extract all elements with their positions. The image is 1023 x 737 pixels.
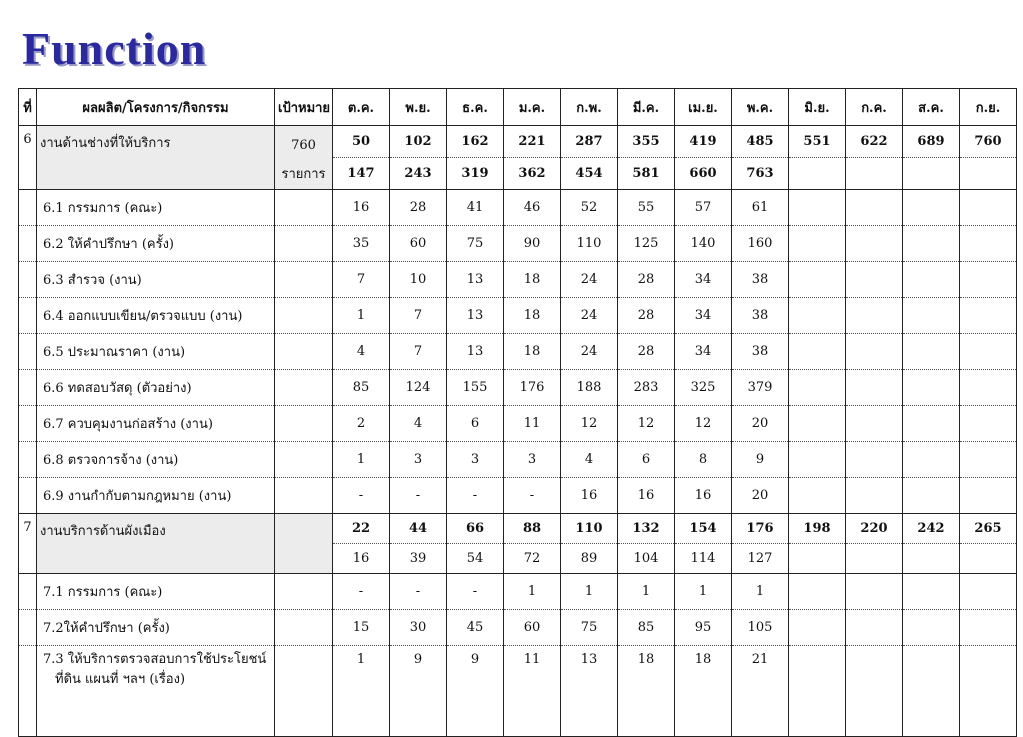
actual-value [789,544,846,574]
item-label: 6.8 ตรวจการจ้าง (งาน) [37,442,275,478]
table-row [19,610,1017,646]
item-value [960,370,1017,406]
table-row [19,298,1017,334]
item-value: 30 [390,610,447,646]
item-value [789,442,846,478]
item-value: 188 [561,370,618,406]
item-number [19,226,37,262]
actual-value [960,544,1017,574]
item-value: 13 [447,298,504,334]
item-value [846,226,903,262]
plan-value: 110 [561,514,618,544]
header-month: ก.พ. [561,89,618,126]
item-value: 34 [675,262,732,298]
item-value: 18 [618,646,675,737]
item-value [789,646,846,737]
item-value: 1 [561,574,618,610]
actual-value [960,158,1017,190]
header-month: เม.ย. [675,89,732,126]
item-value: 7 [390,334,447,370]
item-value [789,370,846,406]
item-target [275,406,333,442]
item-value [846,646,903,737]
item-value [846,298,903,334]
actual-value: 362 [504,158,561,190]
header-month: พ.ย. [390,89,447,126]
section-plan-row [19,514,1017,544]
item-value: 16 [618,478,675,514]
item-value [903,262,960,298]
actual-value: 89 [561,544,618,574]
item-value [903,226,960,262]
item-value [903,610,960,646]
plan-value: 242 [903,514,960,544]
item-value [789,406,846,442]
item-value: 1 [675,574,732,610]
item-value: 57 [675,190,732,226]
item-value: 13 [561,646,618,737]
header-month: พ.ค. [732,89,789,126]
item-value: 18 [504,334,561,370]
item-value: 1 [333,442,390,478]
item-value: 9 [390,646,447,737]
actual-value [903,158,960,190]
plan-value: 44 [390,514,447,544]
item-value [846,610,903,646]
item-value: - [447,574,504,610]
page-title: Function [22,23,207,74]
item-number [19,646,37,737]
section-number: 7 [19,514,37,574]
item-value: 13 [447,262,504,298]
item-value [903,406,960,442]
header-target: เป้าหมาย [275,89,333,126]
header-row [19,89,1017,126]
actual-value: 763 [732,158,789,190]
plan-value: 102 [390,126,447,158]
item-value [789,478,846,514]
item-target [275,610,333,646]
actual-value: 114 [675,544,732,574]
plan-value: 419 [675,126,732,158]
item-number [19,298,37,334]
item-value: - [333,574,390,610]
item-value [789,298,846,334]
item-label: 6.1 กรรมการ (คณะ) [37,190,275,226]
item-value [960,406,1017,442]
item-value: 18 [504,262,561,298]
plan-value: 198 [789,514,846,544]
item-value [846,442,903,478]
item-value: 21 [732,646,789,737]
item-value: 16 [675,478,732,514]
section-label: งานด้านช่างที่ให้บริการ [37,126,275,190]
item-value: 1 [333,646,390,737]
item-label: 6.9 งานกำกับตามกฎหมาย (งาน) [37,478,275,514]
item-value: 24 [561,334,618,370]
item-value: 1 [732,574,789,610]
actual-value: 104 [618,544,675,574]
item-value: 75 [561,610,618,646]
item-value: 16 [333,190,390,226]
item-value [960,262,1017,298]
plan-value: 485 [732,126,789,158]
item-value [960,574,1017,610]
item-value [960,646,1017,737]
item-value [846,406,903,442]
actual-value: 581 [618,158,675,190]
item-value: 2 [333,406,390,442]
actual-value [789,158,846,190]
item-value: 60 [390,226,447,262]
item-value: - [390,574,447,610]
plan-value: 265 [960,514,1017,544]
item-value: - [447,478,504,514]
item-value [903,334,960,370]
item-value: - [333,478,390,514]
item-value: 16 [561,478,618,514]
section-plan-row [19,126,1017,158]
item-value: 38 [732,262,789,298]
item-label: 7.3 ให้บริการตรวจสอบการใช้ประโยชน์ที่ดิน แผนที่ ฯลฯ (เรื่อง) [37,646,275,737]
plan-value: 66 [447,514,504,544]
item-value: 155 [447,370,504,406]
item-value [789,190,846,226]
item-value [903,370,960,406]
item-value [903,298,960,334]
item-number [19,610,37,646]
item-target [275,646,333,737]
item-number [19,190,37,226]
item-value: 28 [618,298,675,334]
header-month: ม.ค. [504,89,561,126]
item-value: 85 [333,370,390,406]
kpi-table [18,88,1017,737]
item-value [903,574,960,610]
item-value [846,262,903,298]
table-row [19,574,1017,610]
item-value: 60 [504,610,561,646]
plan-value: 132 [618,514,675,544]
item-value: 38 [732,334,789,370]
item-value [960,190,1017,226]
item-value: 52 [561,190,618,226]
item-value: 95 [675,610,732,646]
item-value: 1 [504,574,561,610]
item-value: 34 [675,334,732,370]
item-target [275,574,333,610]
item-number [19,262,37,298]
item-value: 125 [618,226,675,262]
header-item: ผลผลิต/โครงการ/กิจกรรม [37,89,275,126]
item-value: 35 [333,226,390,262]
actual-value: 319 [447,158,504,190]
item-value: 6 [447,406,504,442]
item-label: 6.7 ควบคุมงานก่อสร้าง (งาน) [37,406,275,442]
item-value: 20 [732,478,789,514]
item-value: 110 [561,226,618,262]
item-value: 160 [732,226,789,262]
item-number [19,478,37,514]
section-number: 6 [19,126,37,190]
item-value: 6 [618,442,675,478]
item-value: 283 [618,370,675,406]
table-row [19,262,1017,298]
item-value: 105 [732,610,789,646]
item-value [960,334,1017,370]
item-value: 8 [675,442,732,478]
item-value: 55 [618,190,675,226]
item-value: 28 [618,262,675,298]
actual-value: 660 [675,158,732,190]
item-value [960,442,1017,478]
actual-value: 16 [333,544,390,574]
target-value: 760 [291,138,316,153]
header-no: ที่ [19,89,37,126]
item-value [960,610,1017,646]
item-value [789,226,846,262]
plan-value: 760 [960,126,1017,158]
item-value: 45 [447,610,504,646]
item-target [275,262,333,298]
item-value: 124 [390,370,447,406]
table-row [19,646,1017,737]
item-label: 7.1 กรรมการ (คณะ) [37,574,275,610]
item-value: 18 [504,298,561,334]
table-row [19,334,1017,370]
plan-value: 622 [846,126,903,158]
item-label: 6.4 ออกแบบเขียน/ตรวจแบบ (งาน) [37,298,275,334]
item-target [275,190,333,226]
section-label: งานบริการด้านผังเมือง [37,514,275,574]
item-number [19,370,37,406]
plan-value: 551 [789,126,846,158]
item-value: 20 [732,406,789,442]
header-month: มี.ค. [618,89,675,126]
item-value: 13 [447,334,504,370]
item-number [19,334,37,370]
item-target [275,370,333,406]
item-value: 28 [390,190,447,226]
item-value [960,298,1017,334]
item-value: 9 [732,442,789,478]
item-value: 379 [732,370,789,406]
table-row [19,226,1017,262]
header-month: มิ.ย. [789,89,846,126]
section-target [275,514,333,574]
item-value [960,226,1017,262]
item-value: 1 [618,574,675,610]
actual-value: 454 [561,158,618,190]
item-value: 85 [618,610,675,646]
item-target [275,334,333,370]
item-value: 38 [732,298,789,334]
plan-value: 689 [903,126,960,158]
actual-value [903,544,960,574]
plan-value: 88 [504,514,561,544]
table-row [19,190,1017,226]
item-value: - [390,478,447,514]
item-value [903,442,960,478]
item-value: 46 [504,190,561,226]
item-value: 75 [447,226,504,262]
item-label: 6.2 ให้คำปรึกษา (ครั้ง) [37,226,275,262]
item-value: 11 [504,406,561,442]
item-number [19,574,37,610]
item-value: 41 [447,190,504,226]
item-value: 9 [447,646,504,737]
actual-value: 54 [447,544,504,574]
item-value [789,610,846,646]
item-value: 176 [504,370,561,406]
item-value: 61 [732,190,789,226]
item-number [19,406,37,442]
plan-value: 355 [618,126,675,158]
item-label: 7.2ให้คำปรึกษา (ครั้ง) [37,610,275,646]
actual-value: 72 [504,544,561,574]
actual-value [846,158,903,190]
table-row [19,370,1017,406]
item-value [789,334,846,370]
item-value [846,334,903,370]
item-label: 6.5 ประมาณราคา (งาน) [37,334,275,370]
section-target [275,126,333,190]
item-value [846,478,903,514]
item-value: 12 [561,406,618,442]
item-value: 7 [333,262,390,298]
item-value: 3 [390,442,447,478]
target-unit: รายการ [281,166,326,182]
header-month: ต.ค. [333,89,390,126]
plan-value: 154 [675,514,732,544]
item-value: 10 [390,262,447,298]
item-label: 6.6 ทดสอบวัสดุ (ตัวอย่าง) [37,370,275,406]
item-number [19,442,37,478]
header-month: ธ.ค. [447,89,504,126]
item-value: 18 [675,646,732,737]
item-target [275,442,333,478]
item-label: 6.3 สำรวจ (งาน) [37,262,275,298]
item-value: 11 [504,646,561,737]
item-value: 325 [675,370,732,406]
item-value: 12 [675,406,732,442]
item-target [275,298,333,334]
plan-value: 162 [447,126,504,158]
item-value [789,262,846,298]
item-value: 15 [333,610,390,646]
actual-value: 127 [732,544,789,574]
item-value: 28 [618,334,675,370]
item-value: 4 [390,406,447,442]
item-value: 4 [561,442,618,478]
plan-value: 221 [504,126,561,158]
item-value [903,478,960,514]
plan-value: 50 [333,126,390,158]
actual-value: 147 [333,158,390,190]
item-value: - [504,478,561,514]
item-target [275,226,333,262]
item-value: 34 [675,298,732,334]
item-value: 7 [390,298,447,334]
header-month: ก.ค. [846,89,903,126]
item-value: 4 [333,334,390,370]
header-month: ส.ค. [903,89,960,126]
item-value: 3 [504,442,561,478]
item-value [903,190,960,226]
header-month: ก.ย. [960,89,1017,126]
item-value: 3 [447,442,504,478]
item-value: 140 [675,226,732,262]
plan-value: 220 [846,514,903,544]
actual-value: 39 [390,544,447,574]
table-row [19,406,1017,442]
item-value: 1 [333,298,390,334]
plan-value: 22 [333,514,390,544]
actual-value: 243 [390,158,447,190]
item-value [789,574,846,610]
plan-value: 176 [732,514,789,544]
item-value [846,370,903,406]
table-row [19,442,1017,478]
item-target [275,478,333,514]
item-value: 12 [618,406,675,442]
item-value: 24 [561,262,618,298]
actual-value [846,544,903,574]
item-value: 24 [561,298,618,334]
item-value [846,190,903,226]
table-row [19,478,1017,514]
item-value [846,574,903,610]
plan-value: 287 [561,126,618,158]
item-value [903,646,960,737]
item-value [960,478,1017,514]
item-value: 90 [504,226,561,262]
